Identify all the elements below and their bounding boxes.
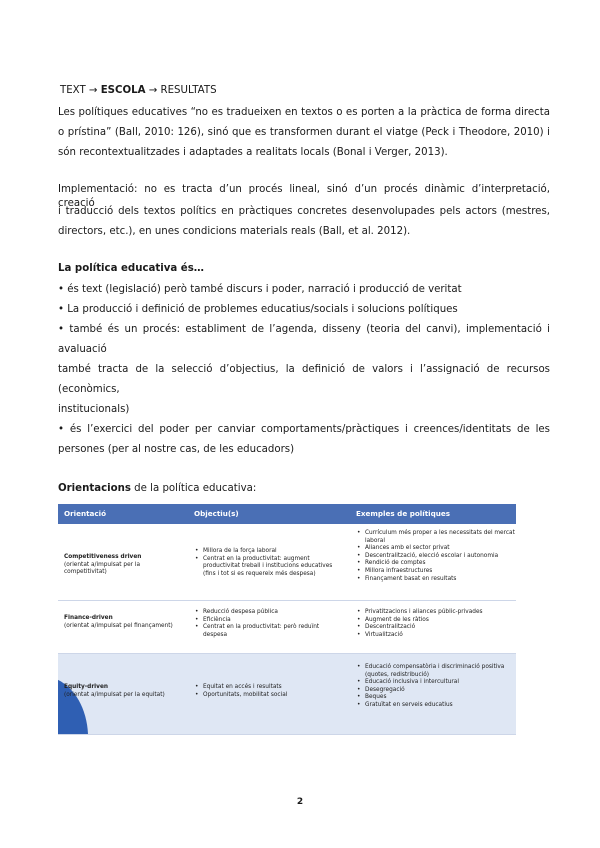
orientations-heading [58,482,256,496]
paragraph2-line: directors, etc.), en unes condicions materials reals (Ball, et al. 2012). [58,226,411,237]
list-item: • Descentralització, elecció escolar i autonomia [365,553,516,561]
section-line: • també és un procés: establiment de l’agenda, disseny (teoria del canvi), implementació i [58,324,550,335]
list-item: • Millora infraestructures [365,568,516,576]
page-number: 2 [296,797,304,807]
orientation-title: Competitiveness driven [64,554,142,560]
orientations-table [58,504,516,735]
list-item: • Currículum més proper a les necessitats del mercat laboral [365,530,516,545]
list-item: • Desegregació [365,687,516,695]
section-line: avaluació [58,344,107,355]
paragraph1-line: Les polítiques educatives “no es tradueixen en textos o es porten a la pràctica de forma directa [58,107,550,118]
list-item: • Descentralització [365,624,516,632]
objectives-cell [194,548,344,578]
orientations-heading-bold: Orientacions [58,483,131,494]
list-item: • Privatitzacions i aliances públic-privades [365,609,516,617]
list-item: • Virtualització [365,632,516,640]
section-line: • La producció i definició de problemes educatius/socials i solucions polítiques [58,304,458,315]
table-header-cell: Orientació [64,509,107,518]
orientation-cell [64,684,184,699]
table-header-cell: Objectiu(s) [194,509,239,518]
table-header-cell: Exemples de polítiques [356,509,451,518]
list-item: • Gratuïtat en serveis educatius [365,702,516,710]
orientation-cell [64,554,184,577]
list-item: • Millora de la força laboral [203,548,344,556]
table-row [58,524,516,601]
objectives-cell [194,609,344,639]
section-line: • és l’exercici del poder per canviar comportaments/pràctiques i creences/identitats de les [58,424,550,435]
orientations-heading-rest: de la política educativa: [130,483,257,494]
orientation-subtitle: (orientat a/impulsat per la competitivitat) [64,561,141,576]
paragraph1-line: són recontextualitzades i adaptades a realitats locals (Bonal i Verger, 2013). [58,147,448,158]
examples-cell [356,664,516,710]
list-item: • Eficiència [203,617,344,625]
list-item: • Centrat en la productivitat: augment productivitat treball i institucions educatives (fins i tot si es requereix més despesa) [203,556,344,579]
flow-header [60,84,217,98]
list-item: • Beques [365,694,516,702]
list-item: • Reducció despesa pública [203,609,344,617]
list-item: • Augment de les ràtios [365,617,516,625]
section-line: (econòmics, [58,384,120,395]
paragraph2-line: i traducció dels textos polítics en pràctiques concretes desenvolupades pels actors (mestres, [58,206,550,217]
section-heading: La política educativa és… [58,263,204,274]
list-item: • Educació inclusiva i intercultural [365,679,516,687]
objectives-cell [194,684,344,699]
orientation-subtitle: (orientat a/impulsat per la equitat) [64,691,165,698]
list-item: • Finançament basat en resultats [365,576,516,584]
orientation-title: Equity-driven [64,684,109,690]
table-row [58,601,516,654]
section-line: persones (per al nostre cas, de les educadors) [58,444,295,455]
orientation-cell [64,615,184,630]
list-item: • Oportunitats, mobilitat social [203,692,344,700]
list-item: • Educació compensatòria i discriminació positiva (quotes, redistribució) [365,664,516,679]
flow-school: ESCOLA [100,85,146,96]
section-line: • és text (legislació) però també discurs i poder, narració i producció de veritat [58,284,462,295]
paragraph1-line: o prístina” (Ball, 2010: 126), sinó que es transformen durant el viatge (Peck i Theodore, 2010) i [58,127,550,138]
list-item: • Rendició de comptes [365,560,516,568]
table-row [58,654,516,735]
orientation-subtitle: (orientat a/impulsat pel finançament) [64,622,173,629]
section-line: institucionals) [58,404,130,415]
examples-cell [356,530,516,583]
list-item: • Centrat en la productivitat: però reduïnt despesa [203,624,344,639]
section-line: també tracta de la selecció d’objectius, la definició de valors i l’assignació de recursos [58,364,550,375]
list-item: • Equitat en accés i resultats [203,684,344,692]
paragraph2-line: Implementació: no es tracta d’un procés lineal, sinó d’un procés dinàmic d’interpretació, creació [58,184,550,209]
flow-text: TEXT → [60,85,101,96]
table-header-row [58,504,516,524]
orientation-title: Finance-driven [64,615,113,621]
examples-cell [356,609,516,639]
list-item: • Aliances amb el sector privat [365,545,516,553]
flow-results: → RESULTATS [145,85,217,96]
